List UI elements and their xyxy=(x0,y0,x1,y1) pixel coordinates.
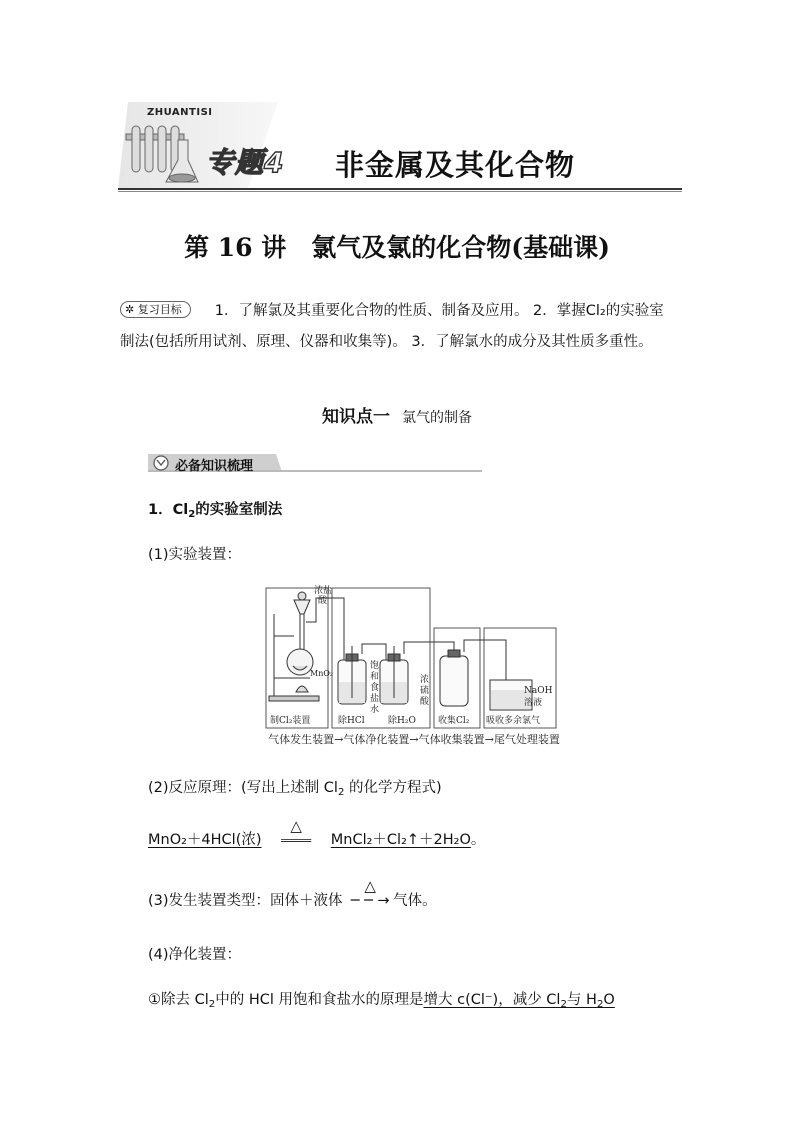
label-prep: 制Cl₂装置 xyxy=(270,716,311,726)
label-naoh-1: NaOH xyxy=(524,686,553,696)
label-collect: 收集Cl₂ xyxy=(438,716,470,726)
sub-heading-purification: (4)净化装置： xyxy=(148,947,242,963)
lecture-title: 第 16 讲 氯气及氯的化合物(基础课) xyxy=(184,233,610,262)
label-h2so4-1: 浓 xyxy=(420,675,430,685)
eq-condition: △ ═════ xyxy=(266,839,326,844)
review-goals xyxy=(120,296,676,358)
topic-tag: 专题4 xyxy=(206,146,285,179)
label-remove-hcl: 除HCl xyxy=(338,716,365,726)
sub-heading-setup-type: (3)发生装置类型：固体＋液体 △ ─ ─ → 气体。 xyxy=(148,877,437,909)
item-heading: 1．$Cl_2$的实验室制法 xyxy=(148,502,283,520)
label-sat-5: 水 xyxy=(370,705,380,715)
kp-name: 氯气的制备 xyxy=(402,410,472,426)
lab-apparatus-diagram xyxy=(258,584,568,748)
label-h2so4-3: 酸 xyxy=(420,697,430,707)
label-sat-2: 和 xyxy=(370,672,380,682)
label-mno2: MnO₂ xyxy=(310,669,334,678)
apparatus-caption: 气体发生装置→气体净化装置→气体收集装置→尾气处理装置 xyxy=(268,733,560,746)
label-conc-hcl-1: 浓盐 xyxy=(314,586,333,596)
kp-number: 知识点一 xyxy=(322,407,390,427)
label-sat-3: 食 xyxy=(370,683,380,693)
sub-heading-principle: (2)反应原理：(写出上述制 $Cl_2$ 的化学方程式) xyxy=(148,780,442,798)
atom-icon: ✲ xyxy=(125,303,135,316)
knowledge-point-title xyxy=(0,402,794,427)
heat-icon: △ xyxy=(290,817,302,835)
label-conc-hcl-2: 酸 xyxy=(318,596,328,606)
label-naoh-2: 溶液 xyxy=(524,698,543,708)
section-label: 必备知识梳理 xyxy=(175,459,254,474)
sub-heading-apparatus: (1)实验装置： xyxy=(148,547,242,563)
reaction-equation: MnO₂＋4HCl(浓) △ ═════ MnCl₂＋Cl₂↑＋2H₂O。 xyxy=(148,817,486,848)
zhuantisi-label: ZHUANTISI xyxy=(147,107,213,118)
purification-detail: ①除去 $Cl_2$中的 HCl 用饱和食盐水的原理是增大 c(Cl⁻)，减少 $Cl_2$与 $H_2O$ xyxy=(148,992,615,1010)
eq-reactants: MnO₂＋4HCl(浓) xyxy=(148,832,262,848)
goals-text: 1．了解氯及其重要化合物的性质、制备及应用。 2．掌握Cl₂的实验室制法(包括所用试剂、原理、仪器和收集等)。 3．了解氯水的成分及其性质多重性。 xyxy=(120,303,664,350)
banner-rule xyxy=(118,188,682,190)
setup-condition: △ ─ ─ → xyxy=(347,893,393,909)
banner-rule-thin xyxy=(118,191,682,192)
label-sat-1: 饱 xyxy=(370,661,380,671)
goal-badge: ✲ 复习目标 xyxy=(120,301,191,318)
heat-icon-2: △ xyxy=(364,877,376,895)
label-remove-h2o: 除H₂O xyxy=(388,716,416,726)
topic-title: 非金属及其化合物 xyxy=(335,148,576,182)
label-h2so4-2: 硫 xyxy=(420,686,430,696)
label-sat-4: 盐 xyxy=(370,694,380,704)
eq-products: MnCl₂＋Cl₂↑＋2H₂O xyxy=(330,832,471,848)
label-absorb: 吸收多余氯气 xyxy=(486,716,541,726)
